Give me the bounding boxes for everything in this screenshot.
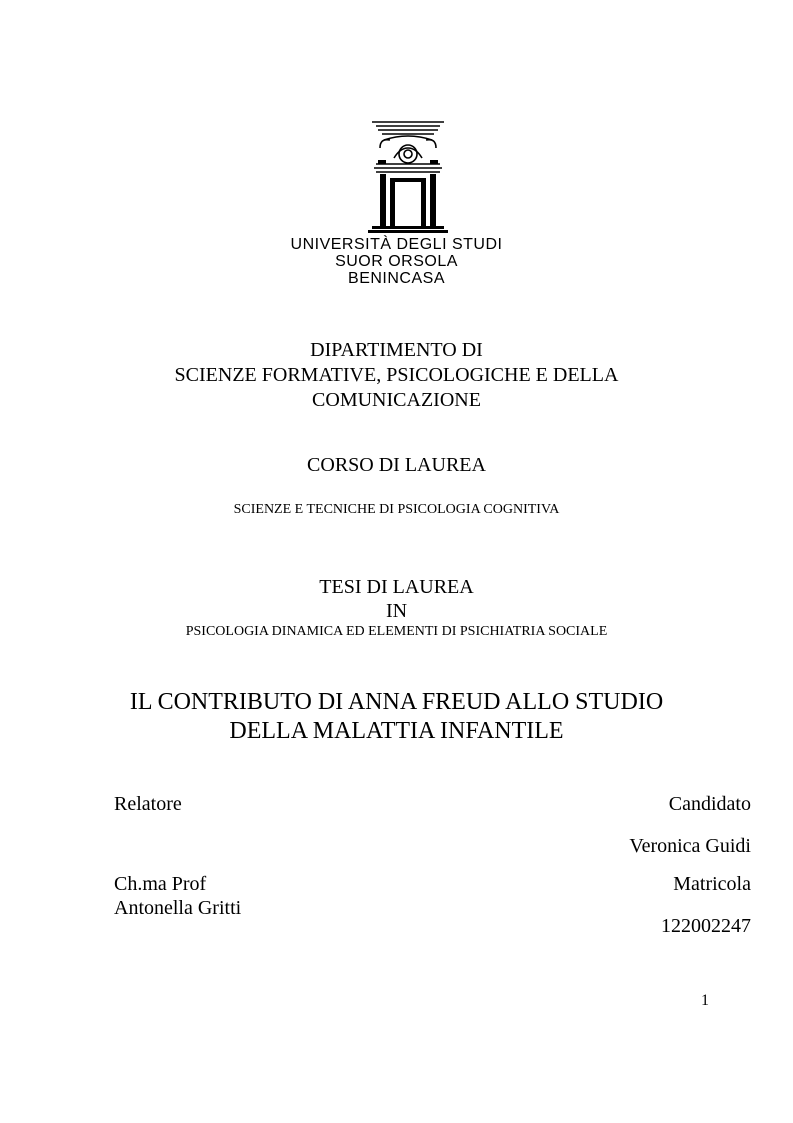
thesis-heading-label: TESI DI LAUREA [319, 576, 474, 598]
candidate-name: Veronica Guidi [629, 835, 751, 857]
candidate-label: Candidato [668, 793, 751, 815]
supervisor-title: Ch.ma Prof [114, 873, 207, 895]
thesis-subject: PSICOLOGIA DINAMICA ED ELEMENTI DI PSICHIATRIA SOCIALE [185, 624, 608, 639]
university-logo [366, 118, 450, 234]
supervisor-name: Antonella Gritti [114, 897, 242, 919]
thesis-title [0, 688, 793, 746]
supervisor-info [114, 872, 241, 920]
university-name-line: UNIVERSITÀ DEGLI STUDI [290, 236, 503, 253]
department-line: COMUNICAZIONE [312, 389, 481, 411]
thesis-title-line: IL CONTRIBUTO DI ANNA FREUD ALLO STUDIO [129, 689, 664, 715]
page-number: 1 [701, 992, 709, 1009]
university-crest-icon [366, 118, 450, 234]
university-name-line: BENINCASA [348, 270, 445, 287]
department-line: DIPARTIMENTO DI [310, 339, 483, 361]
supervisor-label: Relatore [114, 793, 182, 815]
thesis-title-line: DELLA MALATTIA INFANTILE [229, 718, 564, 744]
course-heading: CORSO DI LAUREA [307, 454, 486, 476]
thesis-in-label: IN [385, 600, 408, 622]
thesis-heading [0, 575, 793, 623]
university-name-line: SUOR ORSOLA [335, 253, 458, 270]
matricola-label: Matricola [673, 873, 751, 895]
university-name [0, 236, 793, 287]
department-heading [0, 338, 793, 413]
department-line: SCIENZE FORMATIVE, PSICOLOGICHE E DELLA [174, 364, 619, 386]
matricola-number: 122002247 [661, 915, 751, 937]
course-name: SCIENZE E TECNICHE DI PSICOLOGIA COGNITIVA [233, 502, 560, 517]
